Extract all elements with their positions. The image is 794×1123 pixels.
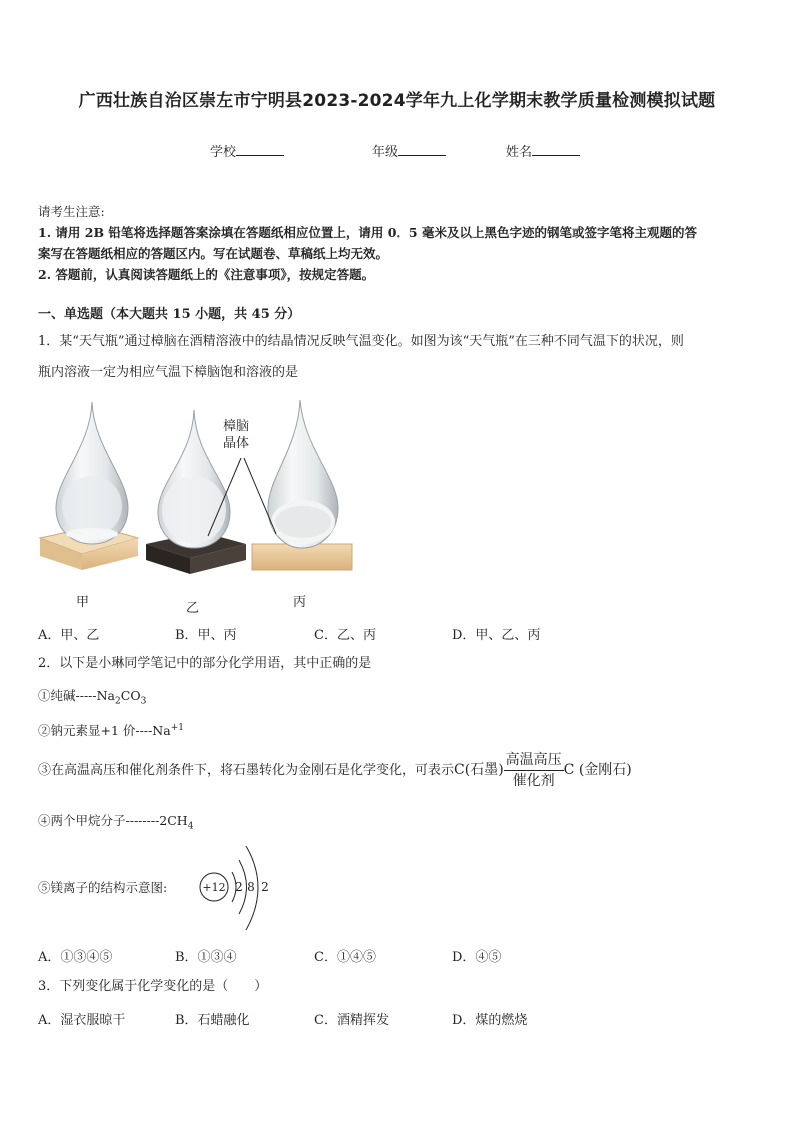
q1-options xyxy=(38,624,738,644)
q1-option-a[interactable]: A．甲、乙 xyxy=(38,628,100,643)
q2-item-3-condition xyxy=(504,750,564,791)
jar-label-bing: 丙 xyxy=(293,595,307,610)
nucleus-charge: +12 xyxy=(202,881,226,894)
electron-count-2: 8 xyxy=(247,880,255,894)
q2-stem: 2．以下是小琳同学笔记中的部分化学用语，其中正确的是 xyxy=(38,656,372,671)
q2-item-1 xyxy=(38,686,146,712)
notice-heading: 请考生注意: xyxy=(38,204,105,219)
name-label: 姓名 xyxy=(506,145,533,160)
q2-item-3-right: C (金刚石) xyxy=(563,762,632,778)
school-field xyxy=(210,141,284,160)
q2-item-1-sub-1: 2 xyxy=(115,696,121,707)
magnesium-ion-diagram xyxy=(196,842,286,934)
school-blank xyxy=(236,143,284,156)
jar-bing xyxy=(252,400,352,570)
q3-option-a[interactable]: A．湿衣服晾干 xyxy=(38,1013,126,1028)
electron-count-3: 2 xyxy=(261,880,269,894)
q1-option-c[interactable]: C．乙、丙 xyxy=(314,628,376,643)
q2-item-5-label: ⑤镁离子的结构示意图: xyxy=(38,880,168,895)
notice-line-2: 案写在答题纸相应的答题区内。写在试题卷、草稿纸上均无效。 xyxy=(38,246,389,261)
grade-blank xyxy=(398,143,446,156)
name-blank xyxy=(532,143,580,156)
q3-option-d[interactable]: D．煤的燃烧 xyxy=(452,1013,528,1028)
q1-stem-line-1: 1．某“天气瓶”通过樟脑在酒精溶液中的结晶情况反映气温变化。如图为该“天气瓶”在三种不同气温下的状况，则 xyxy=(38,334,684,349)
q2-option-b[interactable]: B．①③④ xyxy=(175,950,237,965)
q2-option-a[interactable]: A．①③④⑤ xyxy=(38,950,113,965)
crystal-label-line-2: 晶体 xyxy=(223,436,250,451)
q2-item-1-mid: CO xyxy=(120,688,141,703)
notice-line-1: 1. 请用 2B 铅笔将选择题答案涂填在答题纸相应位置上，请用 0．5 毫米及以上黑色字迹的钢笔或签字笔将主观题的答 xyxy=(38,225,697,240)
q2-item-3-top: 高温高压 xyxy=(504,750,564,771)
q2-item-2 xyxy=(38,718,184,741)
q2-option-d[interactable]: D．④⑤ xyxy=(452,950,502,965)
jar-label-yi: 乙 xyxy=(186,601,200,616)
q2-item-1-sub-2: 3 xyxy=(140,696,147,707)
q2-item-2-prefix: ②钠元素显+1 价----Na xyxy=(38,723,171,739)
q2-item-3-prefix: ③在高温高压和催化剂条件下，将石墨转化为金刚石是化学变化，可表示 xyxy=(38,763,455,778)
q2-item-4 xyxy=(38,811,193,837)
q2-item-3-left: C(石墨) xyxy=(454,762,504,778)
notice-block xyxy=(38,201,760,285)
jar-jia xyxy=(40,402,138,570)
q2-item-1-prefix: ①纯碱-----Na xyxy=(38,688,116,703)
grade-field xyxy=(372,141,446,160)
q2-option-c[interactable]: C．①④⑤ xyxy=(314,950,376,965)
electron-count-1: 2 xyxy=(235,880,243,894)
q2-item-4-prefix: ④两个甲烷分子--------2CH xyxy=(38,813,188,828)
q2-options xyxy=(38,946,738,966)
q3-options xyxy=(38,1009,738,1029)
q2-item-3-bottom: 催化剂 xyxy=(512,773,555,789)
q2-item-3 xyxy=(38,748,632,794)
q2-item-2-sup: +1 xyxy=(170,723,184,733)
section-heading: 一、单选题（本大题共 15 小题，共 45 分） xyxy=(38,307,301,322)
q3-option-b[interactable]: B．石蜡融化 xyxy=(175,1013,250,1028)
grade-label: 年级 xyxy=(372,145,399,160)
q3-stem: 3．下列变化属于化学变化的是（ ） xyxy=(38,979,268,994)
q1-stem-line-2: 瓶内溶液一定为相应气温下樟脑饱和溶液的是 xyxy=(38,365,299,380)
crystal-label xyxy=(223,418,249,452)
q1-option-d[interactable]: D．甲、乙、丙 xyxy=(452,628,541,643)
page-title: 广西壮族自治区崇左市宁明县2023-2024学年九上化学期末教学质量检测模拟试题 xyxy=(78,91,716,111)
jar-label-jia: 甲 xyxy=(76,595,90,610)
notice-line-3: 2. 答题前，认真阅读答题纸上的《注意事项》，按规定答题。 xyxy=(38,267,375,282)
crystal-label-line-1: 樟脑 xyxy=(223,419,250,434)
school-label: 学校 xyxy=(210,145,237,160)
name-field xyxy=(506,141,580,160)
q3-option-c[interactable]: C．酒精挥发 xyxy=(314,1013,389,1028)
q2-item-4-sub: 4 xyxy=(187,821,194,832)
weather-glass-figure xyxy=(36,398,356,578)
q1-option-b[interactable]: B．甲、丙 xyxy=(175,628,237,643)
